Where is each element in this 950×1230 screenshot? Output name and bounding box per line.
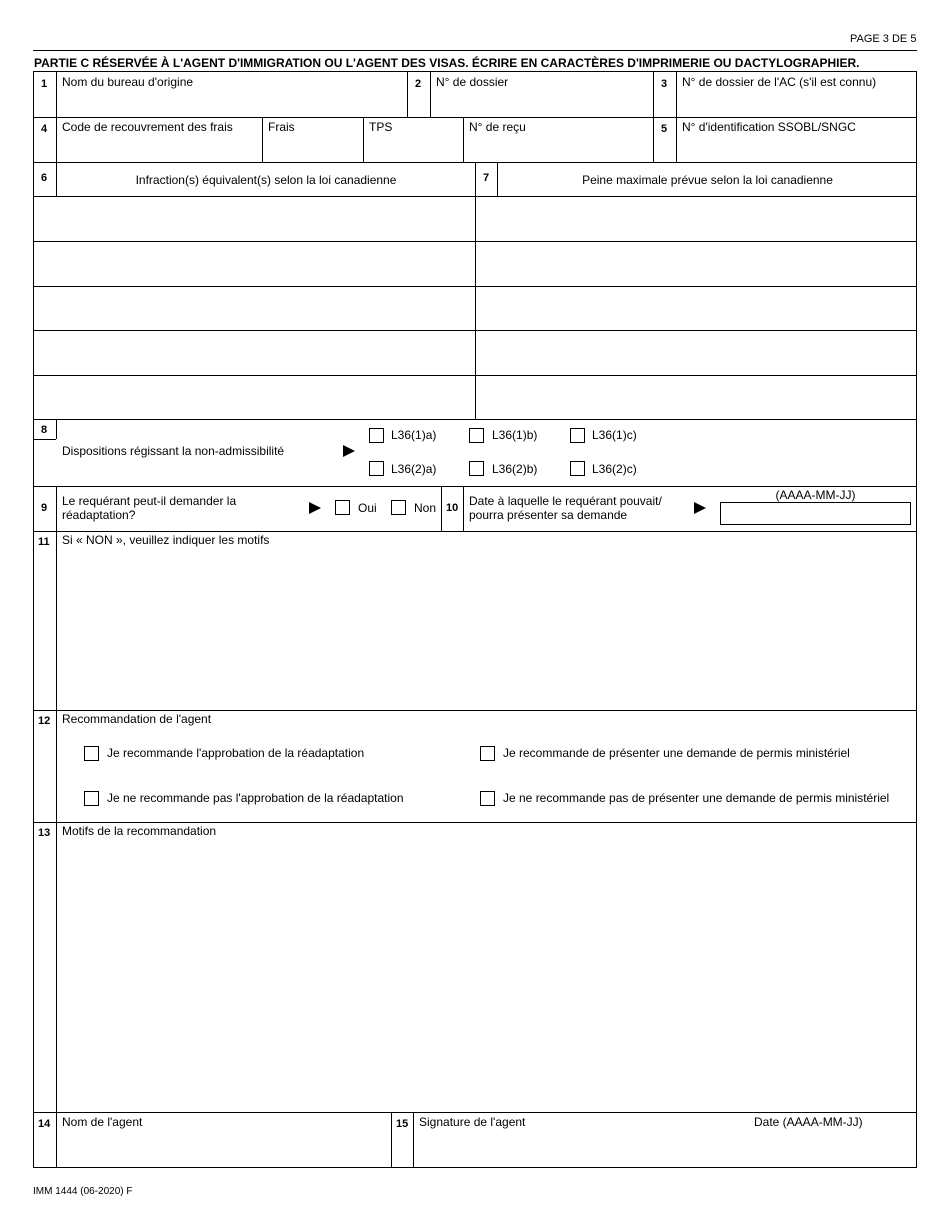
reasons-if-no-label: Si « NON », veuillez indiquer les motifs xyxy=(62,533,270,547)
officer-recommendation-label: Recommandation de l'agent xyxy=(62,712,212,726)
field-number: 7 xyxy=(483,172,490,184)
checkbox-l36-2b[interactable] xyxy=(469,461,484,476)
gst-label: TPS xyxy=(369,120,393,134)
offence-cell-4[interactable] xyxy=(34,331,474,374)
field-number: 15 xyxy=(396,1118,409,1130)
option-l36-2b-label: L36(2)b) xyxy=(492,462,538,476)
officer-signature-label: Signature de l'agent xyxy=(419,1115,526,1129)
option-l36-2c-label: L36(2)c) xyxy=(592,462,637,476)
application-date-input[interactable] xyxy=(720,502,911,525)
gst-input[interactable] xyxy=(364,137,462,161)
inadmissibility-provisions-label: Dispositions régissant la non-admissibilité xyxy=(62,444,285,458)
ssobl-id-input[interactable] xyxy=(677,137,916,161)
offence-cell-3[interactable] xyxy=(34,287,474,329)
application-date-label-line1: Date à laquelle le requérant pouvait/ xyxy=(469,494,662,508)
fee-code-input[interactable] xyxy=(57,137,261,161)
maximum-sentence-header: Peine maximale prévue selon la loi canadienne xyxy=(582,173,833,187)
field-number: 10 xyxy=(446,502,459,514)
receipt-number-input[interactable] xyxy=(464,137,652,161)
field-number: 5 xyxy=(661,123,668,135)
rehabilitation-question-line1: Le requérant peut-il demander la xyxy=(62,494,237,508)
field-number: 8 xyxy=(41,424,48,436)
checkbox-l36-1a[interactable] xyxy=(369,428,384,443)
checkbox-l36-1b[interactable] xyxy=(469,428,484,443)
recommend-rehabilitation-label: Je recommande l'approbation de la réadaptation xyxy=(107,746,365,760)
offence-cell-1[interactable] xyxy=(34,197,474,240)
header-rule xyxy=(33,50,917,51)
office-of-origin-input[interactable] xyxy=(57,92,406,116)
field-number: 6 xyxy=(41,172,48,184)
not-recommend-rehabilitation-label: Je ne recommande pas l'approbation de la réadaptation xyxy=(107,791,404,805)
offence-cell-2[interactable] xyxy=(34,242,474,285)
file-number-input[interactable] xyxy=(431,92,652,116)
checkbox-non[interactable] xyxy=(391,500,406,515)
equivalent-offence-header: Infraction(s) équivalent(s) selon la loi canadienne xyxy=(135,173,397,187)
file-number-label: N° de dossier xyxy=(436,75,509,89)
ac-file-number-input[interactable] xyxy=(677,92,916,116)
signature-date-label: Date (AAAA-MM-JJ) xyxy=(754,1115,863,1129)
page-number: PAGE 3 DE 5 xyxy=(850,33,917,45)
checkbox-l36-1c[interactable] xyxy=(570,428,585,443)
field-number: 4 xyxy=(41,123,48,135)
office-of-origin-label: Nom du bureau d'origine xyxy=(62,75,194,89)
reasons-if-no-input[interactable] xyxy=(57,550,916,709)
officer-name-label: Nom de l'agent xyxy=(62,1115,143,1129)
fee-code-label: Code de recouvrement des frais xyxy=(62,120,233,134)
checkbox-recommend-permit[interactable] xyxy=(480,746,495,761)
option-l36-2a-label: L36(2)a) xyxy=(391,462,437,476)
non-label: Non xyxy=(414,501,437,515)
arrow-right-icon xyxy=(309,502,321,514)
recommend-permit-label: Je recommande de présenter une demande de permis ministériel xyxy=(503,746,850,760)
sentence-cell-5[interactable] xyxy=(476,376,916,418)
field-number: 13 xyxy=(38,827,51,839)
field-number: 1 xyxy=(41,78,48,90)
option-l36-1c-label: L36(1)c) xyxy=(592,428,637,442)
date-format-hint: (AAAA-MM-JJ) xyxy=(775,488,856,502)
field-number: 11 xyxy=(38,536,50,548)
checkbox-l36-2c[interactable] xyxy=(570,461,585,476)
sentence-cell-2[interactable] xyxy=(476,242,916,285)
ac-file-number-label: N° de dossier de l'AC (s'il est connu) xyxy=(682,75,877,89)
form-identifier: IMM 1444 (06-2020) F xyxy=(33,1186,133,1197)
arrow-right-icon xyxy=(694,502,706,514)
receipt-number-label: N° de reçu xyxy=(469,120,526,134)
checkbox-not-recommend-rehabilitation[interactable] xyxy=(84,791,99,806)
sentence-cell-1[interactable] xyxy=(476,197,916,240)
oui-label: Oui xyxy=(358,501,377,515)
option-l36-1a-label: L36(1)a) xyxy=(391,428,437,442)
recommendation-reasons-input[interactable] xyxy=(57,841,916,1111)
field-number: 9 xyxy=(41,502,48,514)
recommendation-reasons-label: Motifs de la recommandation xyxy=(62,824,217,838)
checkbox-oui[interactable] xyxy=(335,500,350,515)
rehabilitation-question-line2: réadaptation? xyxy=(62,508,136,522)
checkbox-l36-2a[interactable] xyxy=(369,461,384,476)
field-number: 14 xyxy=(38,1118,51,1130)
fee-label: Frais xyxy=(268,120,295,134)
arrow-right-icon xyxy=(343,445,355,457)
application-date-label-line2: pourra présenter sa demande xyxy=(469,508,628,522)
officer-signature-input[interactable] xyxy=(414,1132,916,1167)
sentence-cell-3[interactable] xyxy=(476,287,916,329)
field-number: 12 xyxy=(38,715,51,727)
sentence-cell-4[interactable] xyxy=(476,331,916,374)
offence-cell-5[interactable] xyxy=(34,376,474,418)
fee-input[interactable] xyxy=(263,137,362,161)
ssobl-id-label: N° d'identification SSOBL/SNGC xyxy=(682,120,856,134)
checkbox-recommend-rehabilitation[interactable] xyxy=(84,746,99,761)
field-number: 2 xyxy=(415,78,422,90)
field-number: 3 xyxy=(661,78,668,90)
officer-name-input[interactable] xyxy=(57,1132,390,1167)
part-title: PARTIE C RÉSERVÉE À L'AGENT D'IMMIGRATION OU L'AGENT DES VISAS. ÉCRIRE EN CARACTÈRES D'IMPRIMERIE OU DACTYLOGRAPHIER. xyxy=(34,56,860,70)
option-l36-1b-label: L36(1)b) xyxy=(492,428,538,442)
checkbox-not-recommend-permit[interactable] xyxy=(480,791,495,806)
not-recommend-permit-label: Je ne recommande pas de présenter une demande de permis ministériel xyxy=(503,791,890,805)
